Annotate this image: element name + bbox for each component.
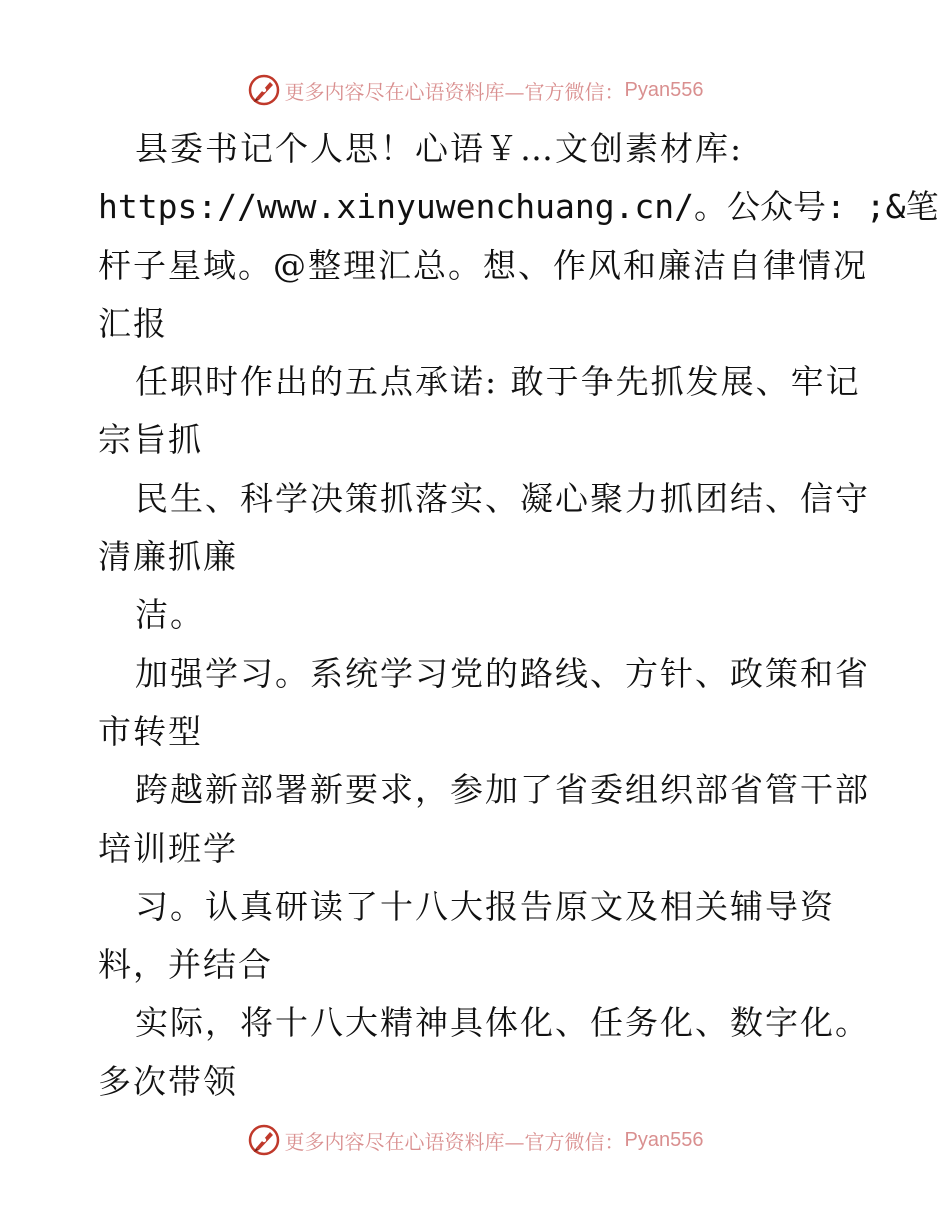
pen-logo-icon [247,73,281,107]
banner-text: 更多内容尽在心语资料库— [284,1129,525,1154]
body-line: 加强学习。系统学习党的路线、方针、政策和省 [135,653,870,693]
body-line: 县委书记个人思！心语￥…文创素材库: [135,129,744,168]
body-line: 料，并结合 [98,945,273,985]
body-line: 跨越新部署新要求，参加了省委组织部省管干部 [135,770,870,810]
body-line: 培训班学 [98,828,238,868]
banner-wechat-label: 官方微信： [524,1129,625,1154]
body-line: 宗旨抓 [98,420,203,460]
body-line: 实际，将十八大精神具体化、任务化、数字化。 [135,1003,870,1043]
body-line: 习。认真研读了十八大报告原文及相关辅导资 [135,886,835,926]
footer-banner [0,1120,950,1160]
body-line: 杆子星域。@整理汇总。想、作风和廉洁自律情况 [98,245,868,285]
body-line: 洁。 [135,595,205,635]
banner-wechat-id: Pyan556 [624,1128,704,1151]
document-body [98,120,939,1111]
body-line-url: https://www.xinyuwenchuang.cn/。公众号: ;&笔 [98,187,939,227]
body-line: 民生、科学决策抓落实、凝心聚力抓团结、信守 [135,478,870,518]
body-line: 任职时作出的五点承诺: 敢于争先抓发展、牢记 [135,362,861,402]
banner-wechat-id: Pyan556 [624,78,704,101]
body-line: 清廉抓廉 [98,537,238,577]
pen-logo-icon [247,1123,281,1157]
banner-text: 更多内容尽在心语资料库— [284,79,525,104]
body-line: 汇报 [98,303,168,343]
header-banner [0,70,950,110]
banner-wechat-label: 官方微信： [524,79,625,104]
body-line: 多次带领 [98,1061,238,1101]
body-line: 市转型 [98,711,203,751]
